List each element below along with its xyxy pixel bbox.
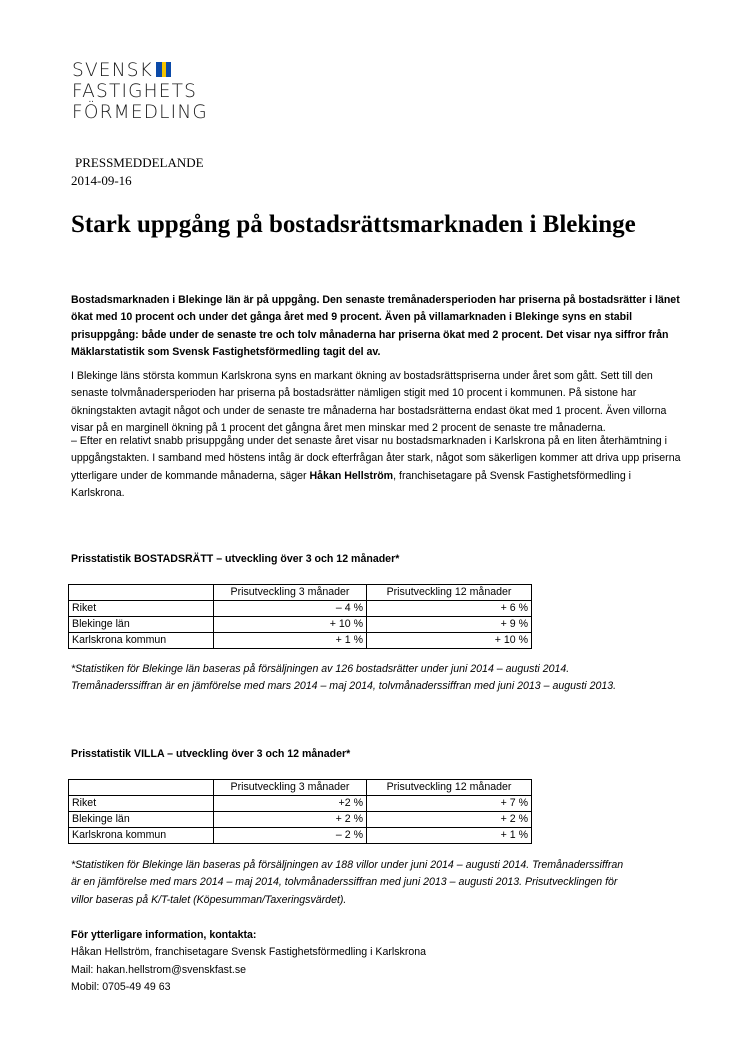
table-row	[69, 601, 532, 617]
quote-tail: , franchisetagare på Svensk Fastighetsförmedling i Karlskrona.	[71, 469, 632, 499]
table-row	[69, 796, 532, 812]
header-cell	[69, 585, 214, 601]
value-cell: + 1 %	[367, 828, 532, 844]
press-release-label: PRESSMEDDELANDE	[75, 155, 204, 170]
region-cell: Karlskrona kommun	[69, 633, 214, 649]
value-cell: – 2 %	[214, 828, 367, 844]
region-cell: Karlskrona kommun	[69, 828, 214, 844]
value-cell: +2 %	[214, 796, 367, 812]
bostadsratt-table	[68, 584, 532, 649]
table2-title: Prisstatistik VILLA – utveckling över 3 och 12 månader*	[71, 748, 351, 760]
contact-phone: Mobil: 0705-49 49 63	[71, 980, 171, 993]
header-cell: Prisutveckling 3 månader	[214, 780, 367, 796]
value-cell: + 6 %	[367, 601, 532, 617]
villa-table	[68, 779, 532, 844]
table-row	[69, 617, 532, 633]
table-header-row	[69, 585, 532, 601]
value-cell: – 4 %	[214, 601, 367, 617]
header-cell	[69, 780, 214, 796]
table-row	[69, 828, 532, 844]
value-cell: + 9 %	[367, 617, 532, 633]
table1-footnote: *Statistiken för Blekinge län baseras på försäljningen av 126 bostadsrätter under juni 2014 – augusti 2014. Tremånaderssiffran är en jämförelse med mars 2014 – maj 2014, tolvmånaderssiffran med juni 2013 – augusti 2013.	[71, 663, 617, 693]
body-paragraph-2	[71, 433, 681, 502]
region-cell: Riket	[69, 601, 214, 617]
table-header-row	[69, 780, 532, 796]
region-cell: Blekinge län	[69, 617, 214, 633]
release-date: 2014-09-16	[71, 173, 132, 188]
table-row	[69, 812, 532, 828]
body-paragraph-1: I Blekinge läns största kommun Karlskrona syns en markant ökning av bostadsrättspriserna under året som gått. Sett till den senaste tolvmånadersperioden har priserna på bostadsrätter nämligen stigit med 10 procent i kommunen. På sistone har ökningstakten avtagit något och under de senaste tre månaderna har bostadsrätterna endast ökat med 1 procent. Även villorna visar på en marginell ökning på 1 procent det gångna året men minskar med 2 procent de senaste tre månaderna.	[71, 370, 667, 434]
quote-person-name: Håkan Hellström	[309, 469, 394, 482]
logo-line-1: SVENSK	[72, 60, 208, 81]
contact-email[interactable]: Mail: hakan.hellstrom@svenskfast.se	[71, 963, 247, 976]
value-cell: + 2 %	[367, 812, 532, 828]
table-row	[69, 633, 532, 649]
value-cell: + 2 %	[214, 812, 367, 828]
lead-paragraph: Bostadsmarknaden i Blekinge län är på uppgång. Den senaste tremånadersperioden har priserna på bostadsrätter i länet ökat med 10 procent och under det gånga året med 9 procent. Även på villamarknaden i Blekinge syns en stabil prisuppgång: både under de senaste tre och tolv månaderna har priserna ökat med 2 procent. Det visar nya siffror från Mäklarstatistik som Svensk Fastighetsförmedling tagit del av.	[71, 294, 680, 358]
region-cell: Blekinge län	[69, 812, 214, 828]
table2-footnote: *Statistiken för Blekinge län baseras på försäljningen av 188 villor under juni 2014 – augusti 2014. Tremånaderssiffran är en jämförelse med mars 2014 – maj 2014, tolvmånaderssiffran med juni 2013 – augusti 2013. Prisutvecklingen för villor baseras på K/T-talet (Köpesumman/Taxeringsvärdet).	[71, 859, 624, 906]
page-title: Stark uppgång på bostadsrättsmarknaden i Blekinge	[71, 211, 636, 238]
value-cell: + 10 %	[367, 633, 532, 649]
swedish-flag-icon	[156, 62, 171, 77]
contact-heading: För ytterligare information, kontakta:	[71, 929, 257, 941]
header-cell: Prisutveckling 12 månader	[367, 585, 532, 601]
logo-line-3: FÖRMEDLING	[72, 102, 208, 123]
table1-title: Prisstatistik BOSTADSRÄTT – utveckling över 3 och 12 månader*	[71, 553, 400, 565]
value-cell: + 10 %	[214, 617, 367, 633]
contact-person: Håkan Hellström, franchisetagare Svensk Fastighetsförmedling i Karlskrona	[71, 946, 427, 959]
logo-line-2: FASTIGHETS	[72, 81, 198, 102]
company-logo	[72, 60, 208, 123]
header-cell: Prisutveckling 3 månader	[214, 585, 367, 601]
value-cell: + 1 %	[214, 633, 367, 649]
quote-text: – Efter en relativt snabb prisuppgång under det senaste året visar nu bostadsmarknaden i Karlskrona på en liten återhämtning i uppgångstakten. I samband med höstens intåg är dock efterfrågan åter stark, något som säkerligen kommer att driva upp priserna ytterligare under de kommande månaderna, säger	[71, 435, 681, 482]
region-cell: Riket	[69, 796, 214, 812]
value-cell: + 7 %	[367, 796, 532, 812]
contact-block	[71, 927, 426, 996]
header-cell: Prisutveckling 12 månader	[367, 780, 532, 796]
